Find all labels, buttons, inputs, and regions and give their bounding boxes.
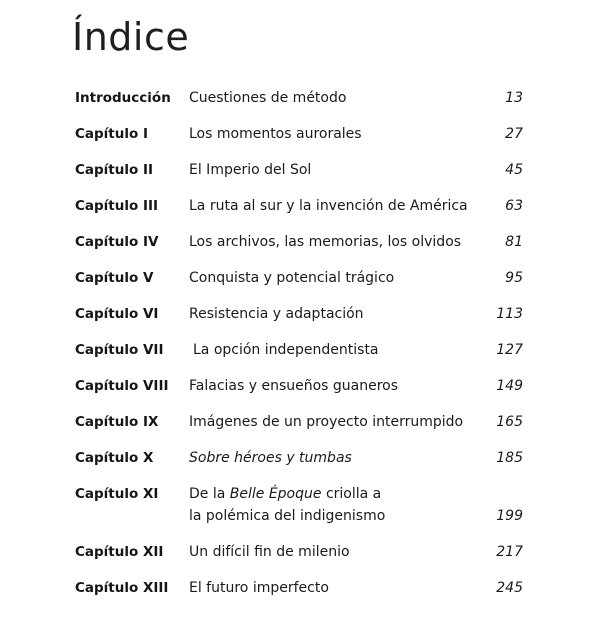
toc-chapter-label: Capítulo VIII (75, 378, 169, 394)
toc-chapter-title: Conquista y potencial trágico (189, 270, 395, 286)
toc-page-number: 45 (505, 162, 523, 178)
toc-page-number: 63 (505, 198, 523, 214)
toc-page-number: 165 (496, 414, 523, 430)
toc-chapter-label: Capítulo III (75, 198, 159, 214)
toc-page-number: 199 (496, 508, 523, 524)
toc-chapter-title: Cuestiones de método (189, 90, 347, 106)
toc-page-number: 245 (496, 580, 523, 596)
toc-chapter-title: La ruta al sur y la invención de América (189, 198, 468, 214)
toc-chapter-label: Capítulo II (75, 162, 154, 178)
toc-page-number: 217 (496, 544, 523, 560)
toc-chapter-label: Capítulo IV (75, 234, 159, 250)
toc-chapter-title: Sobre héroes y tumbas (189, 450, 352, 466)
toc-chapter-label: Introducción (75, 90, 171, 106)
toc-page-number: 13 (505, 90, 523, 106)
page-title: Índice (72, 15, 190, 59)
toc-chapter-label: Capítulo X (75, 450, 154, 466)
toc-chapter-label: Capítulo XII (75, 544, 164, 560)
toc-page-number: 127 (496, 342, 523, 358)
toc-page-number: 149 (496, 378, 523, 394)
toc-title-part: De la (189, 486, 230, 502)
toc-chapter-label: Capítulo IX (75, 414, 159, 430)
toc-chapter-title: El Imperio del Sol (189, 162, 312, 178)
toc-chapter-title: Los momentos aurorales (189, 126, 362, 142)
toc-page-number: 113 (496, 306, 523, 322)
toc-chapter-title: Los archivos, las memorias, los olvidos (189, 234, 462, 250)
toc-chapter-label: Capítulo V (75, 270, 154, 286)
toc-page-number: 81 (505, 234, 523, 250)
toc-chapter-title: Falacias y ensueños guaneros (189, 378, 399, 394)
toc-page-number: 95 (505, 270, 523, 286)
toc-entry (0, 483, 600, 527)
toc-chapter-label: Capítulo I (75, 126, 148, 142)
toc-page-number: 27 (505, 126, 523, 142)
toc-chapter-label: Capítulo XI (75, 486, 159, 502)
toc-chapter-title: Imágenes de un proyecto interrumpido (189, 414, 464, 430)
toc-chapter-label: Capítulo XIII (75, 580, 169, 596)
toc-page-number: 185 (496, 450, 523, 466)
toc-chapter-title: El futuro imperfecto (189, 580, 329, 596)
toc-chapter-title-continued: la polémica del indigenismo (189, 508, 386, 524)
toc-title-part: criolla a (321, 486, 382, 502)
toc-chapter-title (189, 483, 381, 505)
toc-chapter-title: Resistencia y adaptación (189, 306, 364, 322)
toc-chapter-label: Capítulo VI (75, 306, 159, 322)
toc-chapter-label: Capítulo VII (75, 342, 164, 358)
toc-chapter-title: Un difícil fin de milenio (189, 544, 350, 560)
toc-title-italic-part: Belle Époque (229, 486, 322, 502)
toc-chapter-title: La opción independentista (193, 342, 379, 358)
